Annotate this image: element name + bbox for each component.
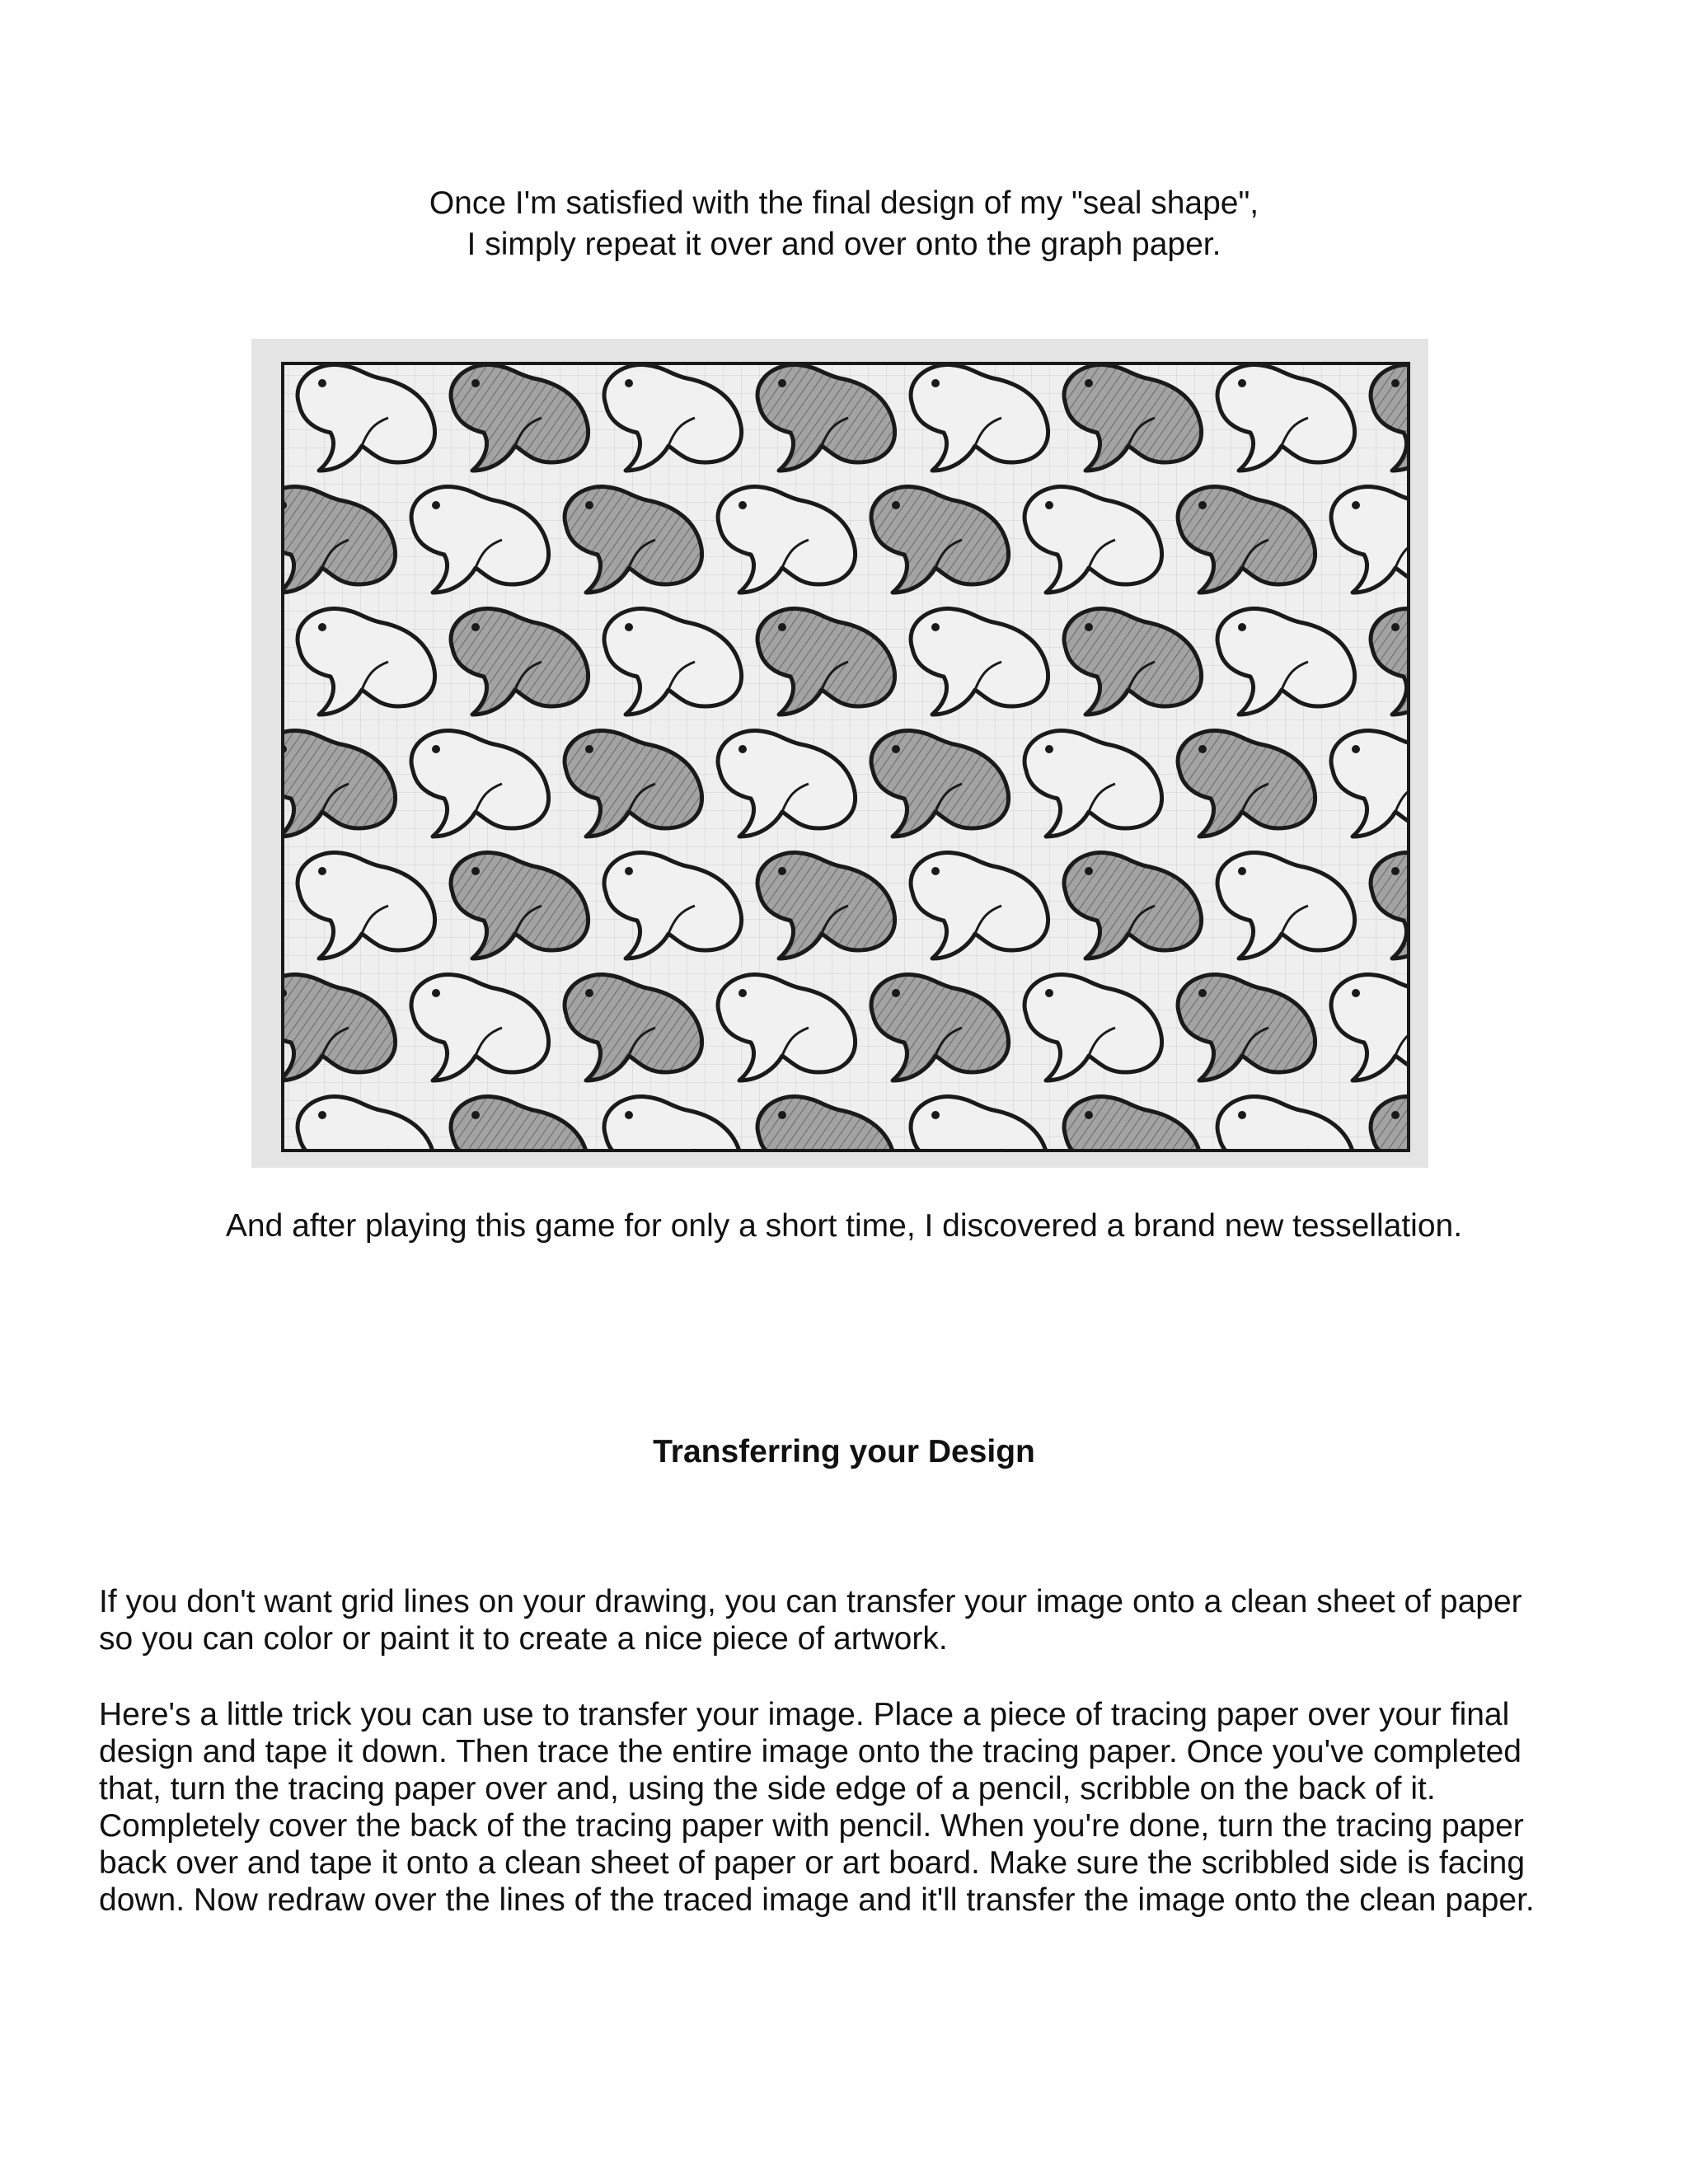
paragraph-line: so you can color or paint it to create a nice piece of artwork.	[99, 1621, 948, 1657]
paragraph-line: design and tape it down. Then trace the entire image onto the tracing paper. Once you've completed	[99, 1734, 1522, 1769]
paragraph-transfer-trick	[99, 1696, 1615, 1919]
figure-caption: And after playing this game for only a short time, I discovered a brand new tessellation.	[225, 1208, 1463, 1244]
seal-tessellation-drawing	[251, 339, 1428, 1168]
paragraph-grid-lines	[99, 1583, 1615, 1657]
seal-tessellation-figure	[251, 339, 1428, 1168]
intro-line-1: Once I'm satisfied with the final design of my "seal shape",	[429, 185, 1259, 221]
paragraph-line: If you don't want grid lines on your drawing, you can transfer your image onto a clean sheet of paper	[99, 1584, 1522, 1619]
paragraph-line: back over and tape it onto a clean sheet of paper or art board. Make sure the scribbled side is facing	[99, 1845, 1526, 1881]
intro-text	[0, 183, 1688, 265]
section-heading: Transferring your Design	[653, 1434, 1035, 1469]
paragraph-line: Here's a little trick you can use to transfer your image. Place a piece of tracing paper over your final	[99, 1697, 1510, 1732]
intro-line-2: I simply repeat it over and over onto the graph paper.	[467, 227, 1221, 262]
paragraph-line: that, turn the tracing paper over and, using the side edge of a pencil, scribble on the back of it.	[99, 1771, 1436, 1807]
paragraph-line: down. Now redraw over the lines of the traced image and it'll transfer the image onto the clean paper.	[99, 1882, 1535, 1918]
paragraph-line: Completely cover the back of the tracing paper with pencil. When you're done, turn the tracing paper	[99, 1808, 1524, 1844]
